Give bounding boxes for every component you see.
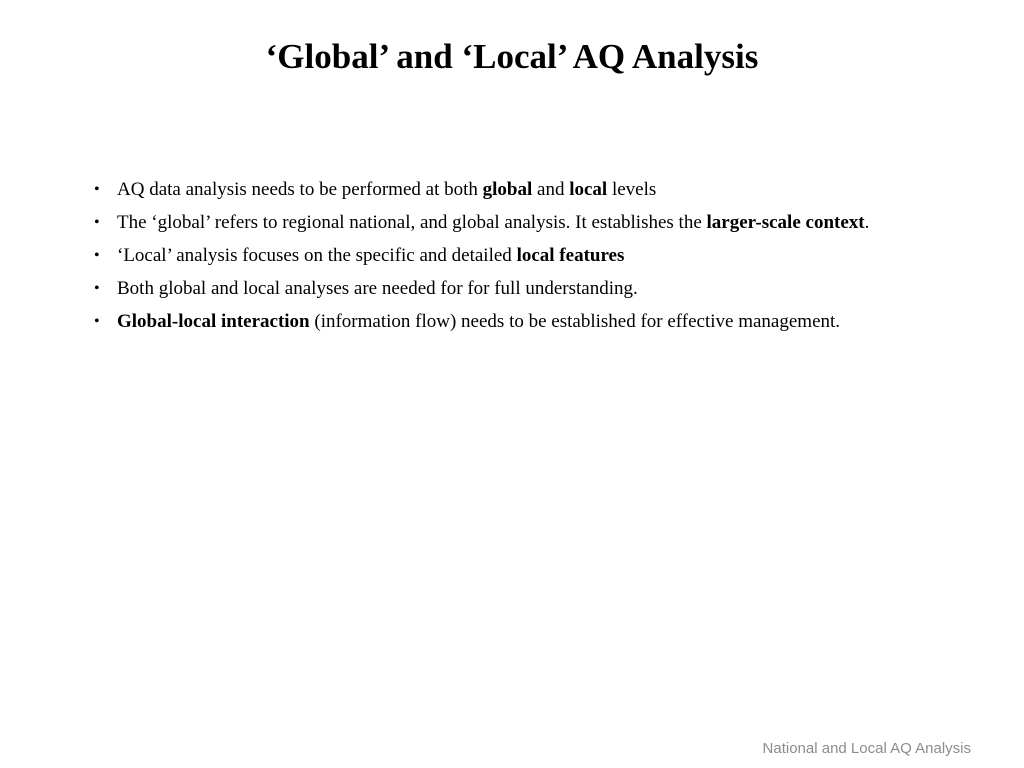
slide-footer: National and Local AQ Analysis bbox=[762, 740, 971, 757]
bullet-text bbox=[117, 245, 624, 266]
text-run: and bbox=[532, 179, 570, 200]
text-run: Both global and local analyses are needed for for full understanding. bbox=[117, 278, 638, 299]
bullet-item bbox=[94, 275, 904, 302]
bullet-item bbox=[94, 176, 904, 203]
bullet-marker: • bbox=[94, 313, 100, 330]
bullet-list bbox=[94, 176, 904, 341]
bold-term-larger-scale-context: larger-scale context bbox=[706, 212, 865, 233]
bullet-text bbox=[117, 311, 840, 332]
bullet-item bbox=[94, 308, 904, 335]
bullet-text bbox=[117, 278, 638, 299]
text-run: AQ data analysis needs to be performed at both bbox=[117, 179, 483, 200]
bullet-item bbox=[94, 209, 904, 236]
text-run: The ‘global’ refers to regional national, and global analysis. It establishes the bbox=[117, 212, 707, 233]
bold-term-local: local bbox=[569, 179, 608, 200]
text-run: . bbox=[864, 212, 870, 233]
bullet-text bbox=[117, 212, 869, 233]
bold-term-global: global bbox=[482, 179, 533, 200]
text-run: ‘Local’ analysis focuses on the specific and detailed bbox=[117, 245, 517, 266]
text-run: levels bbox=[607, 179, 657, 200]
bullet-marker: • bbox=[94, 247, 100, 264]
text-run: (information flow) needs to be established for effective management. bbox=[309, 311, 841, 332]
bold-term-local-features: local features bbox=[516, 245, 625, 266]
bullet-marker: • bbox=[94, 181, 100, 198]
bullet-marker: • bbox=[94, 280, 100, 297]
bullet-text bbox=[117, 179, 656, 200]
slide-title: ‘Global’ and ‘Local’ AQ Analysis bbox=[265, 37, 759, 76]
bold-term-global-local-interaction: Global-local interaction bbox=[117, 311, 310, 332]
bullet-item bbox=[94, 242, 904, 269]
bullet-marker: • bbox=[94, 214, 100, 231]
